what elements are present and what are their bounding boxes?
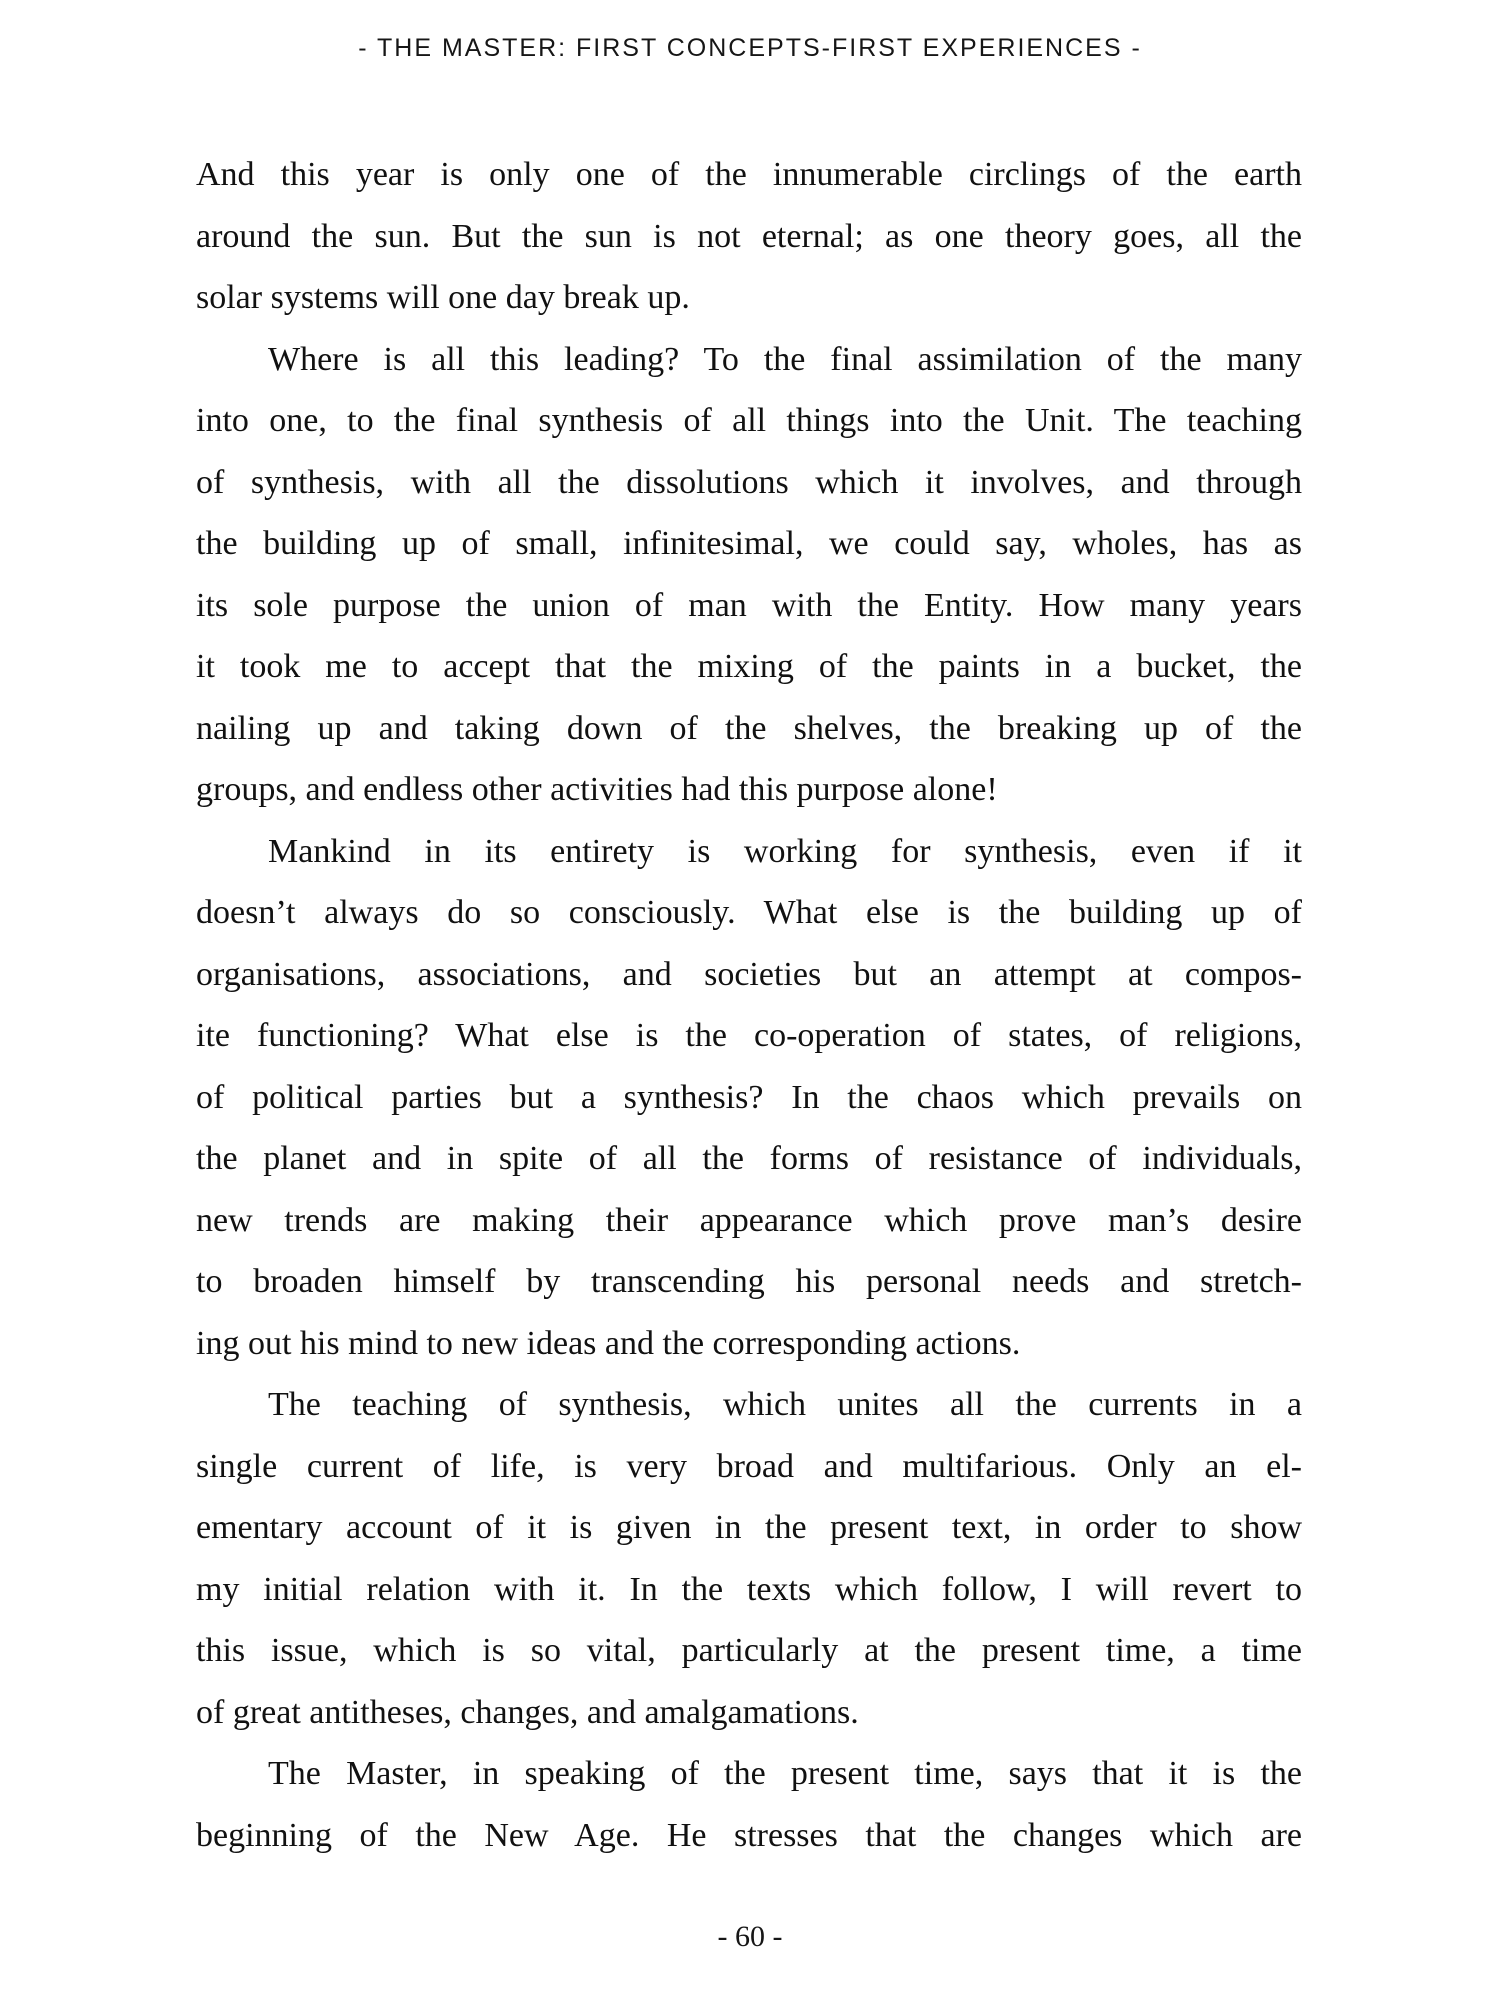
text-line: Mankind in its entirety is working for synthesis, even if it (268, 832, 1302, 870)
text-line: around the sun. But the sun is not eternal; as one theory goes, all the (196, 217, 1302, 255)
text-line: beginning of the New Age. He stresses that the changes which are (196, 1816, 1302, 1854)
text-line: of synthesis, with all the dissolutions which it involves, and through (196, 463, 1302, 501)
text-line: of great antitheses, changes, and amalgamations. (196, 1693, 859, 1731)
text-line: ite functioning? What else is the co-operation of states, of religions, (196, 1017, 1302, 1054)
body-text (196, 144, 1302, 1866)
text-line: organisations, associations, and societies but an attempt at compos- (196, 955, 1302, 993)
text-line: ementary account of it is given in the present text, in order to show (196, 1509, 1302, 1546)
text-line: nailing up and taking down of the shelves, the breaking up of the (196, 709, 1302, 747)
text-line: new trends are making their appearance which prove man’s desire (196, 1201, 1302, 1239)
text-line: doesn’t always do so consciously. What else is the building up of (196, 894, 1302, 931)
text-line: ing out his mind to new ideas and the corresponding actions. (196, 1324, 1021, 1362)
text-line: of political parties but a synthesis? In the chaos which prevails on (196, 1078, 1302, 1116)
text-line: to broaden himself by transcending his personal needs and stretch- (196, 1263, 1302, 1300)
text-line: And this year is only one of the innumerable circlings of the earth (196, 156, 1302, 193)
text-line: it took me to accept that the mixing of the paints in a bucket, the (196, 648, 1302, 685)
text-line: into one, to the final synthesis of all things into the Unit. The teaching (196, 402, 1302, 439)
text-line: The Master, in speaking of the present time, says that it is the (268, 1755, 1302, 1792)
text-line: single current of life, is very broad and multifarious. Only an el- (196, 1447, 1302, 1485)
text-line: The teaching of synthesis, which unites all the currents in a (268, 1386, 1302, 1423)
text-line: groups, and endless other activities had this purpose alone! (196, 771, 998, 808)
page-number: - 60 - (717, 1920, 783, 1953)
text-line: the planet and in spite of all the forms of resistance of individuals, (196, 1140, 1302, 1177)
text-line: Where is all this leading? To the final assimilation of the many (268, 340, 1302, 378)
text-line: its sole purpose the union of man with the Entity. How many years (196, 586, 1302, 624)
text-line: the building up of small, infinitesimal, we could say, wholes, has as (196, 525, 1302, 562)
text-line: solar systems will one day break up. (196, 279, 690, 316)
text-line: this issue, which is so vital, particularly at the present time, a time (196, 1632, 1302, 1669)
running-head: - THE MASTER: FIRST CONCEPTS-FIRST EXPERIENCES - (358, 34, 1142, 62)
text-line: my initial relation with it. In the texts which follow, I will revert to (196, 1570, 1302, 1608)
